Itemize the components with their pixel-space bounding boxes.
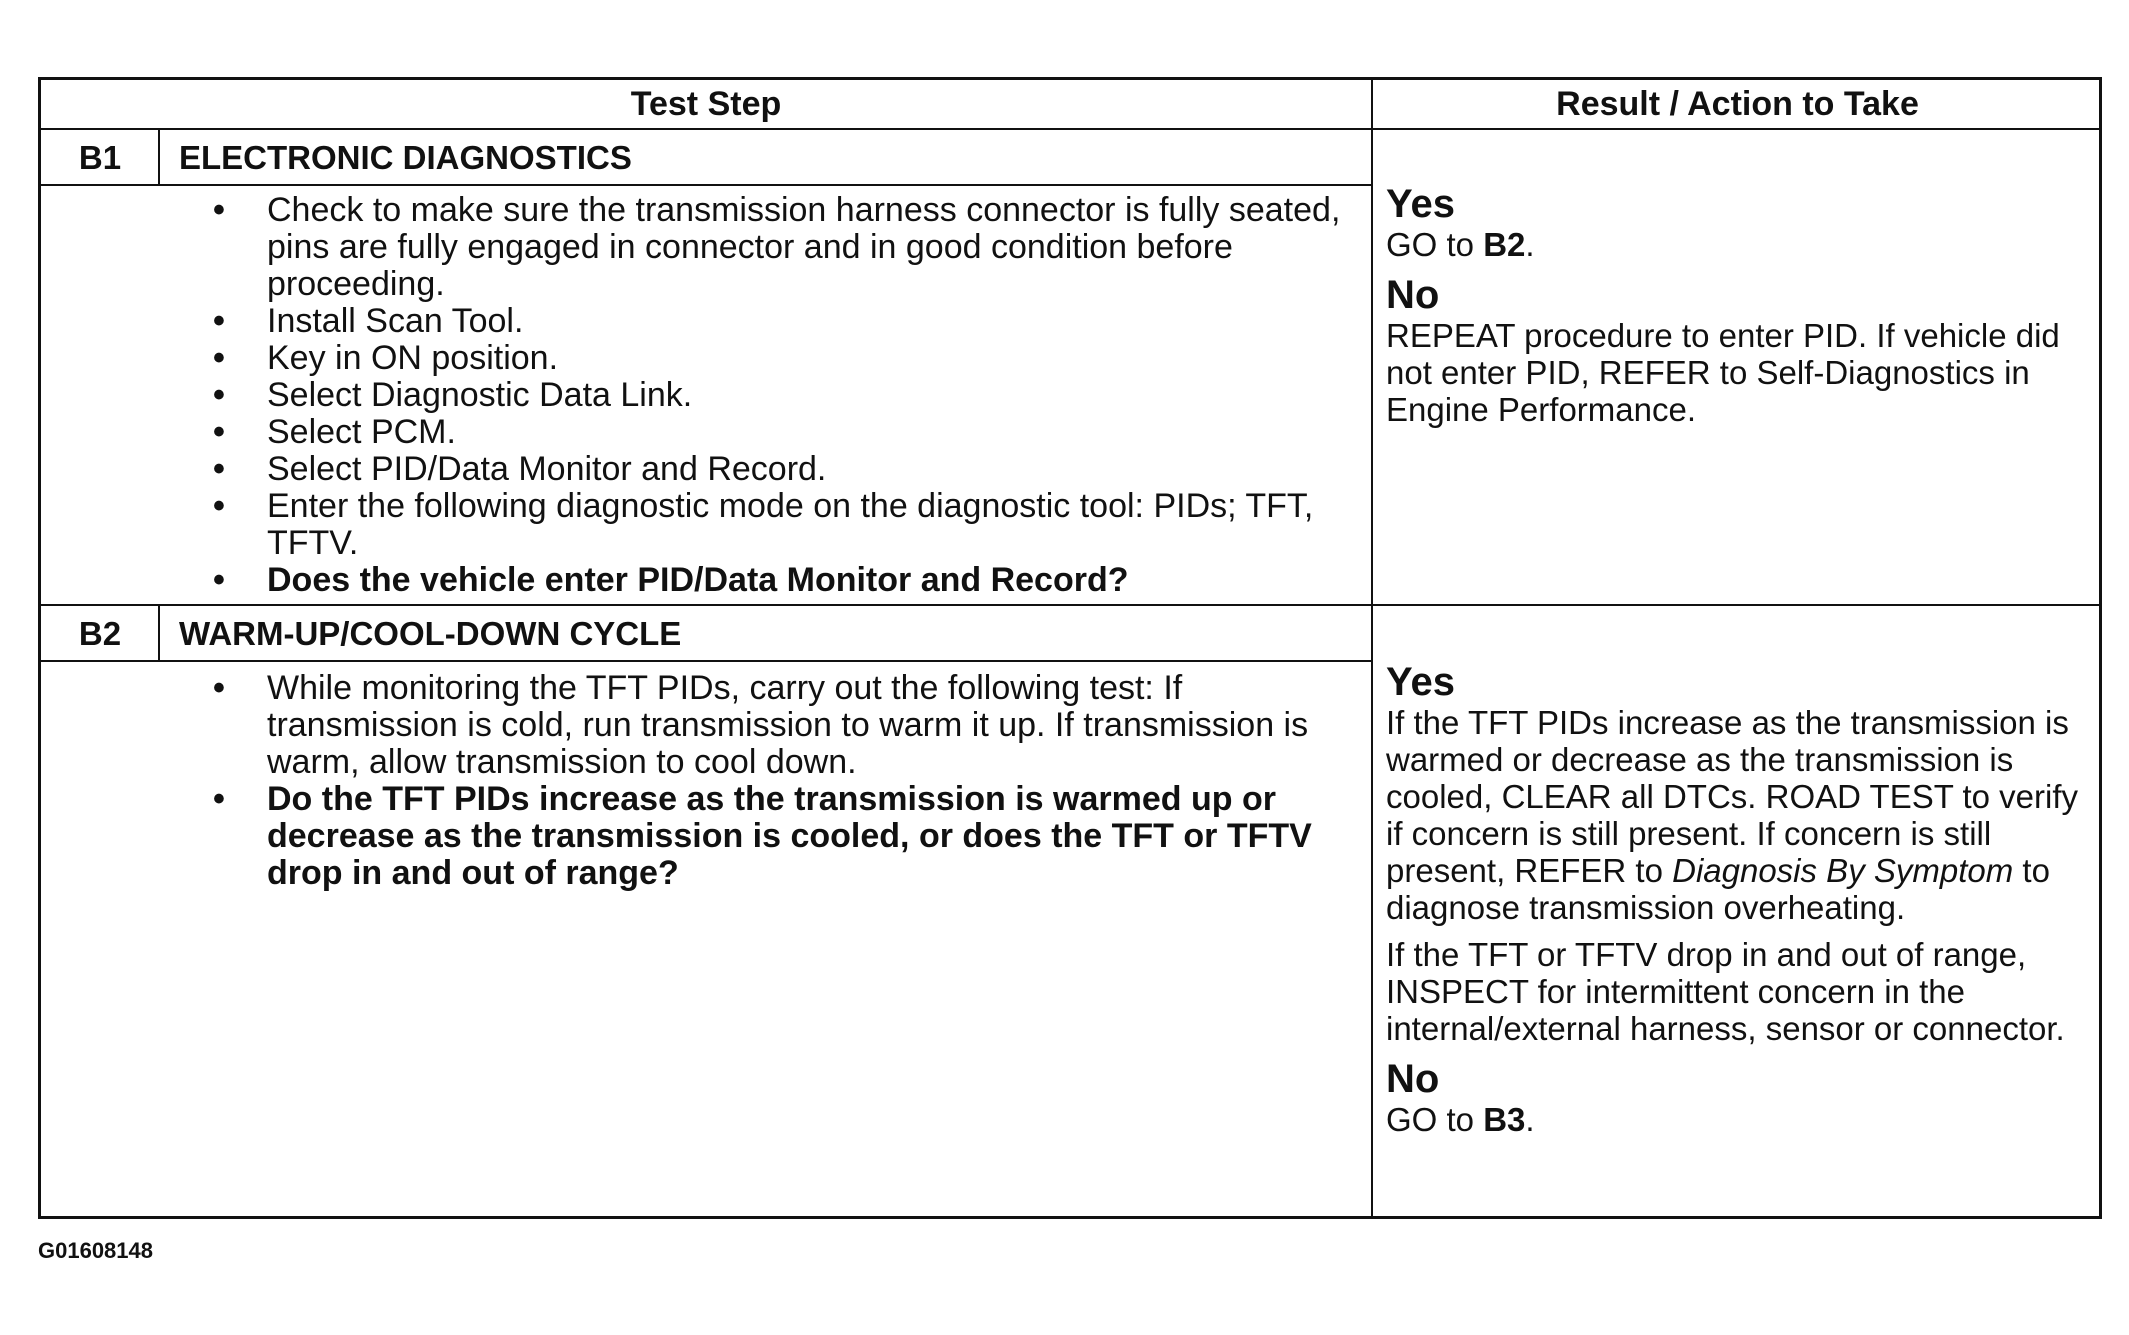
list-item: • Check to make sure the transmission harness connector is fully seated, pins are fully engaged in connector and in good condition before proceeding. bbox=[213, 191, 1341, 303]
bullet-icon: • bbox=[213, 302, 225, 340]
goto-link: B2 bbox=[1483, 226, 1526, 263]
header-result: Result / Action to Take bbox=[1556, 85, 1919, 123]
yes-action-1: If the TFT PIDs increase as the transmission is warmed or decrease as the transmission is cooled, CLEAR all DTCs. ROAD TEST to verify if concern is still present. If concern is still present, REFER to Diagnosis By Symptom to diagnose transmission overheating. bbox=[1386, 704, 2078, 926]
yes-label: Yes bbox=[1386, 182, 1455, 226]
bullet-icon: • bbox=[213, 487, 225, 525]
step-b1-result bbox=[1386, 182, 2101, 438]
figure-id: G01608148 bbox=[38, 1238, 153, 1263]
bullet-icon: • bbox=[213, 413, 225, 451]
yes-label: Yes bbox=[1386, 660, 1455, 704]
step-b1-title: ELECTRONIC DIAGNOSTICS bbox=[179, 139, 632, 176]
bullet-icon: • bbox=[213, 191, 225, 229]
goto-link: B3 bbox=[1483, 1101, 1526, 1138]
no-action: GO to B3. bbox=[1386, 1101, 1535, 1138]
bullet-icon: • bbox=[213, 780, 225, 818]
step-b2-title: WARM-UP/COOL-DOWN CYCLE bbox=[179, 615, 682, 652]
reference-link: Diagnosis By Symptom bbox=[1672, 852, 2014, 889]
step-b2-question: • Do the TFT PIDs increase as the transmission is warmed up or decrease as the transmission is cooled, or does the TFT or TFTV drop in and out of range? bbox=[213, 780, 1312, 892]
list-item: • While monitoring the TFT PIDs, carry out the following test: If transmission is cold, run transmission to warm it up. If transmission is warm, allow transmission to cool down. bbox=[213, 669, 1309, 781]
header-test-step: Test Step bbox=[630, 85, 782, 123]
list-item: • Select PCM. bbox=[213, 413, 456, 451]
step-b1-question: • Does the vehicle enter PID/Data Monitor and Record? bbox=[213, 561, 1129, 599]
bullet-icon: • bbox=[213, 339, 225, 377]
no-label: No bbox=[1386, 1057, 1440, 1101]
bullet-icon: • bbox=[213, 561, 225, 599]
list-item: • Key in ON position. bbox=[213, 339, 559, 377]
step-b1-id: B1 bbox=[78, 139, 122, 176]
list-item: • Select PID/Data Monitor and Record. bbox=[213, 450, 827, 488]
bullet-icon: • bbox=[213, 669, 225, 707]
step-b2-id: B2 bbox=[78, 615, 122, 652]
list-item: • Enter the following diagnostic mode on the diagnostic tool: PIDs; TFT, TFTV. bbox=[213, 487, 1314, 562]
column-divider bbox=[1371, 80, 1373, 1216]
no-action: REPEAT procedure to enter PID. If vehicle did not enter PID, REFER to Self-Diagnostics in Engine Performance. bbox=[1386, 317, 2060, 428]
diagnostic-table bbox=[38, 77, 2102, 1219]
yes-action-2: If the TFT or TFTV drop in and out of range, INSPECT for intermittent concern in the internal/external harness, sensor or connector. bbox=[1386, 936, 2065, 1047]
bullet-icon: • bbox=[213, 376, 225, 414]
list-item: • Install Scan Tool. bbox=[213, 302, 524, 340]
step-b2-result bbox=[1386, 660, 2101, 1148]
step-b1-list bbox=[213, 192, 1353, 599]
yes-action: GO to B2. bbox=[1386, 226, 1535, 263]
no-label: No bbox=[1386, 273, 1440, 317]
step-b2-list bbox=[213, 670, 1353, 892]
bullet-icon: • bbox=[213, 450, 225, 488]
list-item: • Select Diagnostic Data Link. bbox=[213, 376, 693, 414]
